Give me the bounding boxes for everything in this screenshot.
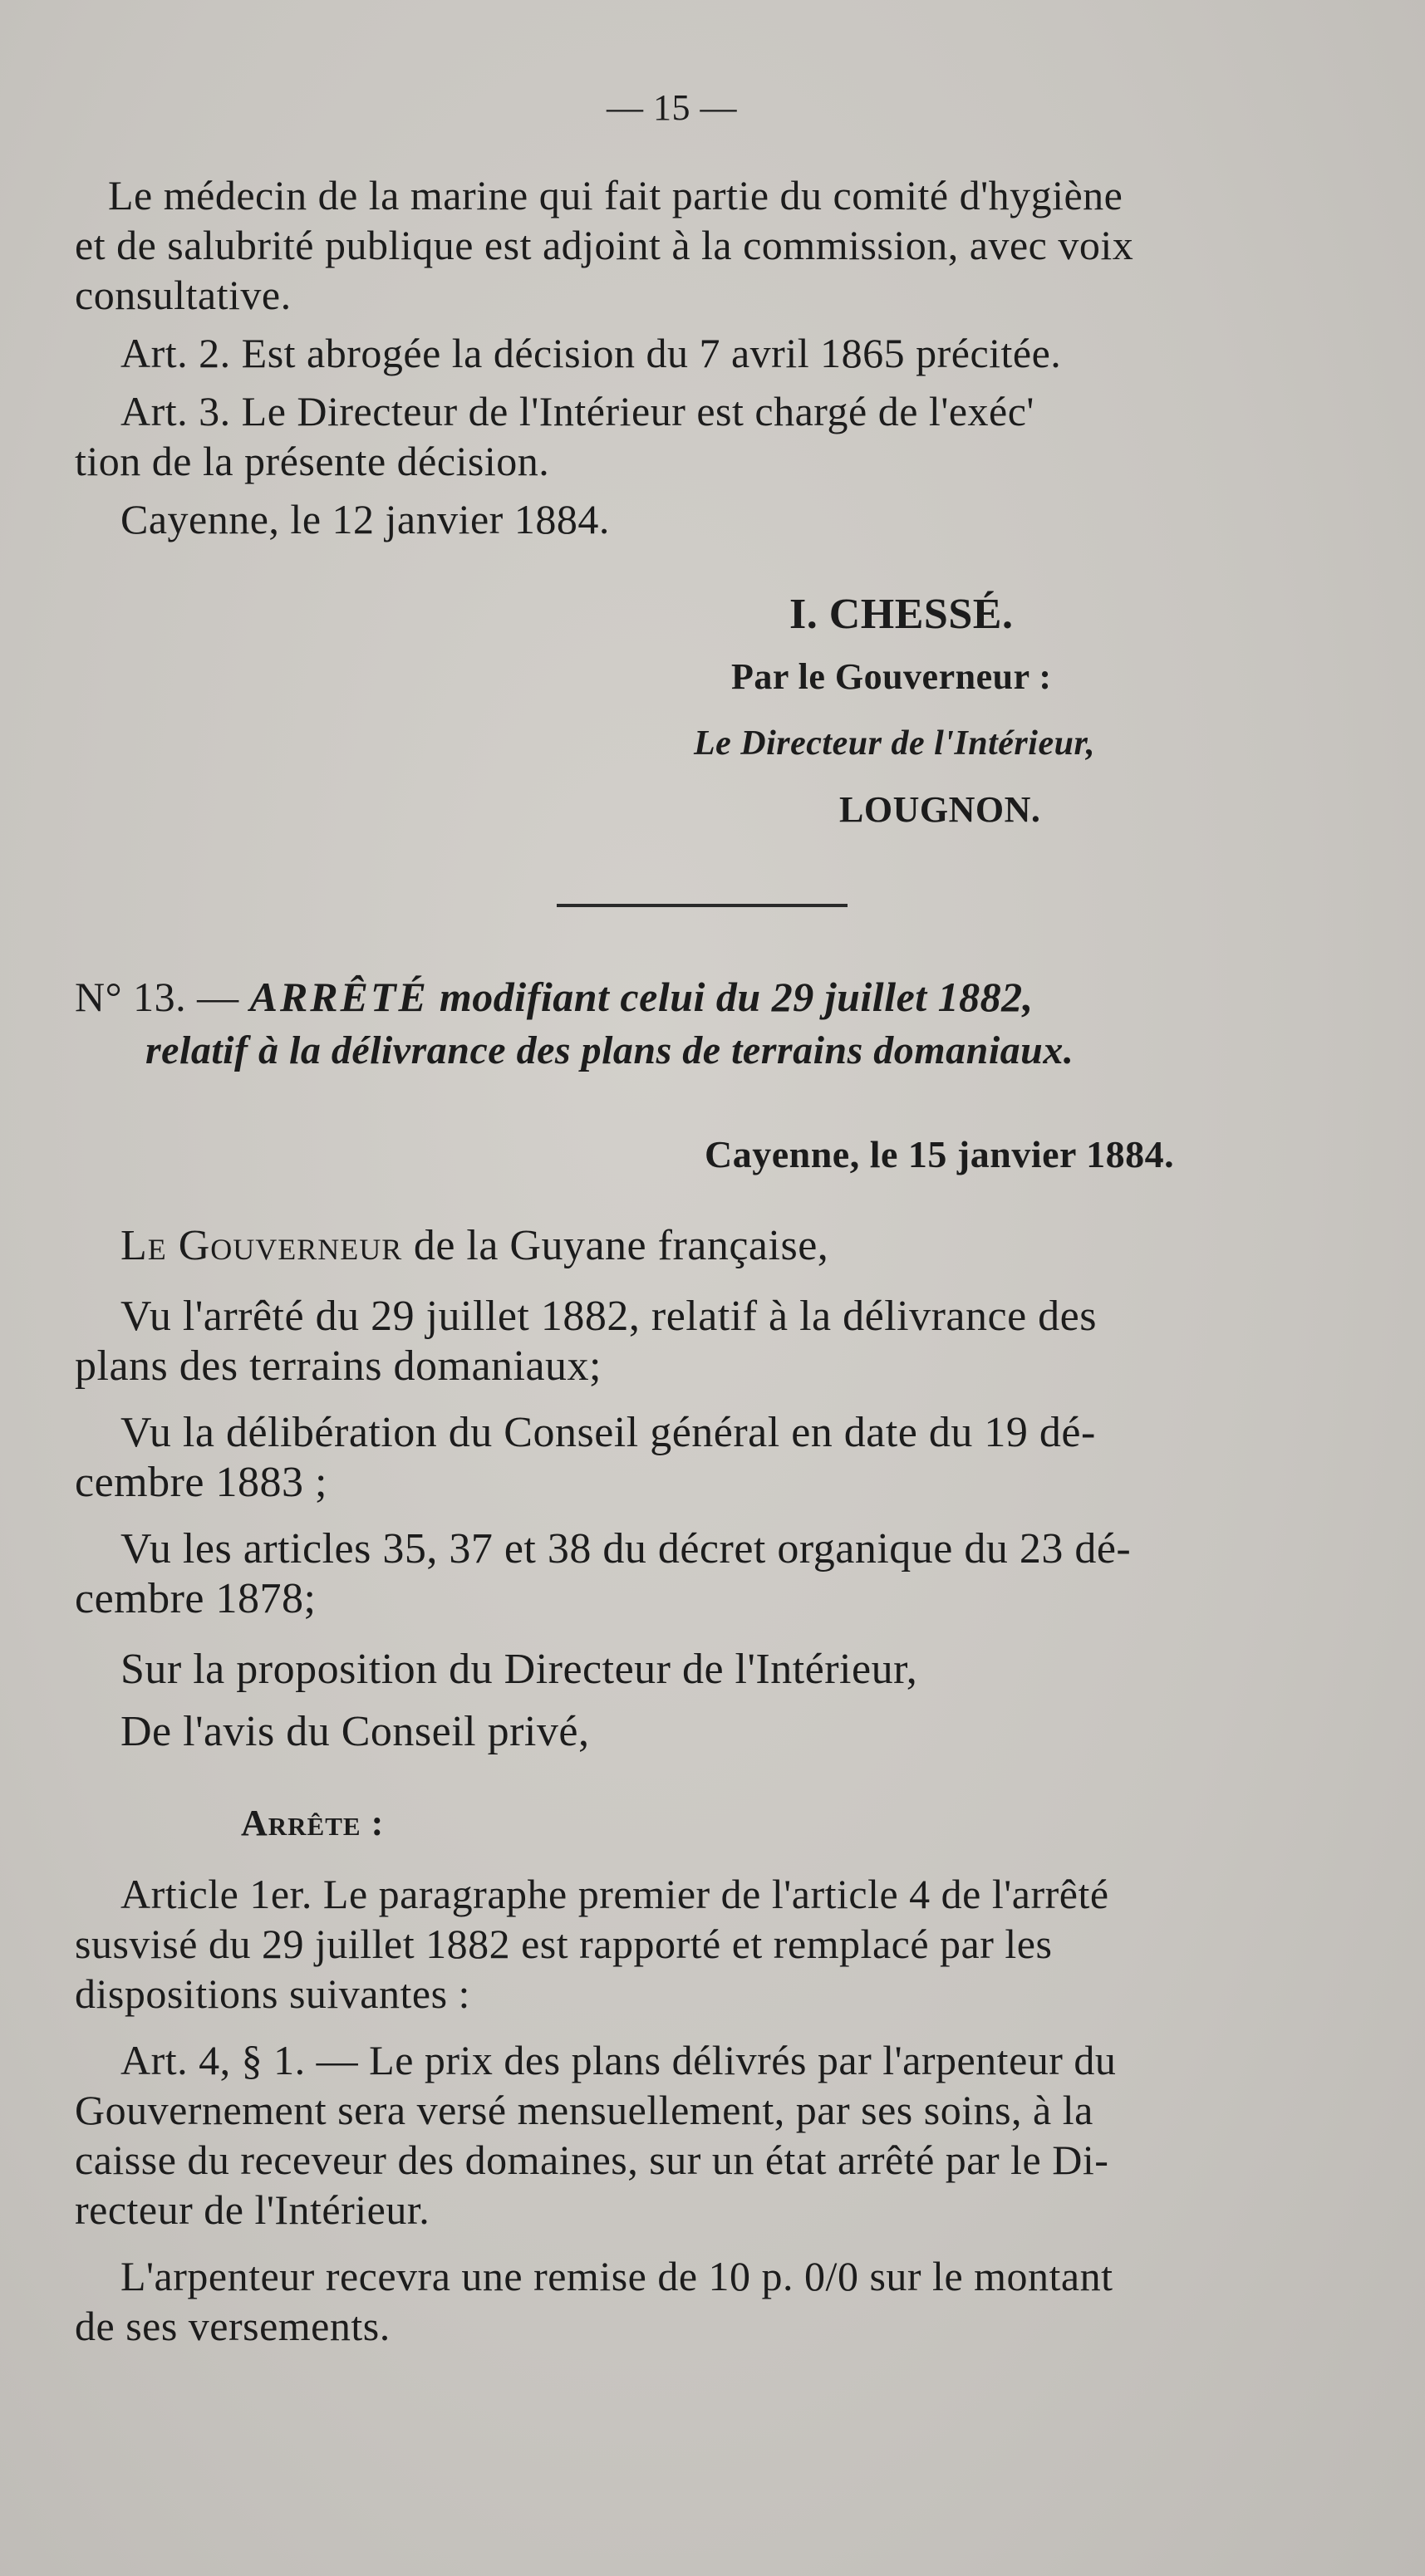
text-line: Article 1er. Le paragraphe premier de l'article 4 de l'arrêté — [120, 1871, 1109, 1917]
page-number: — 15 — — [607, 87, 737, 128]
text-line: Gouvernement sera versé mensuellement, par ses soins, à la — [75, 2087, 1093, 2133]
place-date: Cayenne, le 15 janvier 1884. — [705, 1133, 1175, 1175]
text-line: cembre 1883 ; — [75, 1459, 327, 1506]
signature-role: Le Directeur de l'Intérieur, — [694, 724, 1095, 763]
text-line: cembre 1878; — [75, 1575, 317, 1622]
text-line: Art. 2. Est abrogée la décision du 7 avril 1865 précitée. — [120, 330, 1062, 376]
governor-rest: de la Guyane française, — [413, 1222, 829, 1269]
arrete-title-rest: modifiant celui du 29 juillet 1882, — [439, 974, 1034, 1020]
text-line: Vu l'arrêté du 29 juillet 1882, relatif à la délivrance des — [120, 1293, 1097, 1340]
text-line: Sur la proposition du Directeur de l'Intérieur, — [120, 1646, 918, 1693]
arrete-dash: — — [197, 974, 239, 1020]
text-line: recteur de l'Intérieur. — [75, 2186, 430, 2233]
governor-title: Le Gouverneur — [120, 1222, 403, 1269]
text-line: Art. 3. Le Directeur de l'Intérieur est chargé de l'exéc' — [120, 388, 1034, 434]
text-line: consultative. — [75, 272, 292, 318]
text-line: caisse du receveur des domaines, sur un état arrêté par le Di- — [75, 2137, 1109, 2183]
arrete-title-line2: relatif à la délivrance des plans de terrains domaniaux. — [145, 1028, 1074, 1072]
arrete-heading — [75, 972, 1034, 1022]
signature-official: LOUGNON. — [839, 789, 1041, 830]
arrete-title-word: ARRÊTÉ — [249, 974, 429, 1020]
text-line: et de salubrité publique est adjoint à la commission, avec voix — [75, 222, 1134, 268]
arrete-label: Arrête : — [241, 1803, 385, 1843]
signatory-name: I. CHESSÉ. — [789, 591, 1014, 638]
place-date: Cayenne, le 12 janvier 1884. — [120, 496, 610, 542]
text-line: Art. 4, § 1. — Le prix des plans délivrés par l'arpenteur du — [120, 2037, 1117, 2083]
section-divider — [557, 904, 848, 907]
preamble-line — [120, 1221, 828, 1271]
text-line: L'arpenteur recevra une remise de 10 p. 0/0 sur le montant — [120, 2253, 1113, 2299]
text-line: Vu les articles 35, 37 et 38 du décret organique du 23 dé- — [120, 1525, 1132, 1573]
arrete-number: N° 13. — [75, 974, 187, 1020]
text-line: Le médecin de la marine qui fait partie du comité d'hygiène — [108, 172, 1123, 218]
text-line: de ses versements. — [75, 2303, 391, 2349]
text-line: dispositions suivantes : — [75, 1970, 470, 2017]
text-line: plans des terrains domaniaux; — [75, 1342, 602, 1390]
text-line: De l'avis du Conseil privé, — [120, 1708, 590, 1755]
text-line: tion de la présente décision. — [75, 438, 550, 484]
text-line: Vu la délibération du Conseil général en date du 19 dé- — [120, 1409, 1096, 1456]
signature-by: Par le Gouverneur : — [731, 656, 1052, 697]
text-line: susvisé du 29 juillet 1882 est rapporté et remplacé par les — [75, 1921, 1053, 1967]
